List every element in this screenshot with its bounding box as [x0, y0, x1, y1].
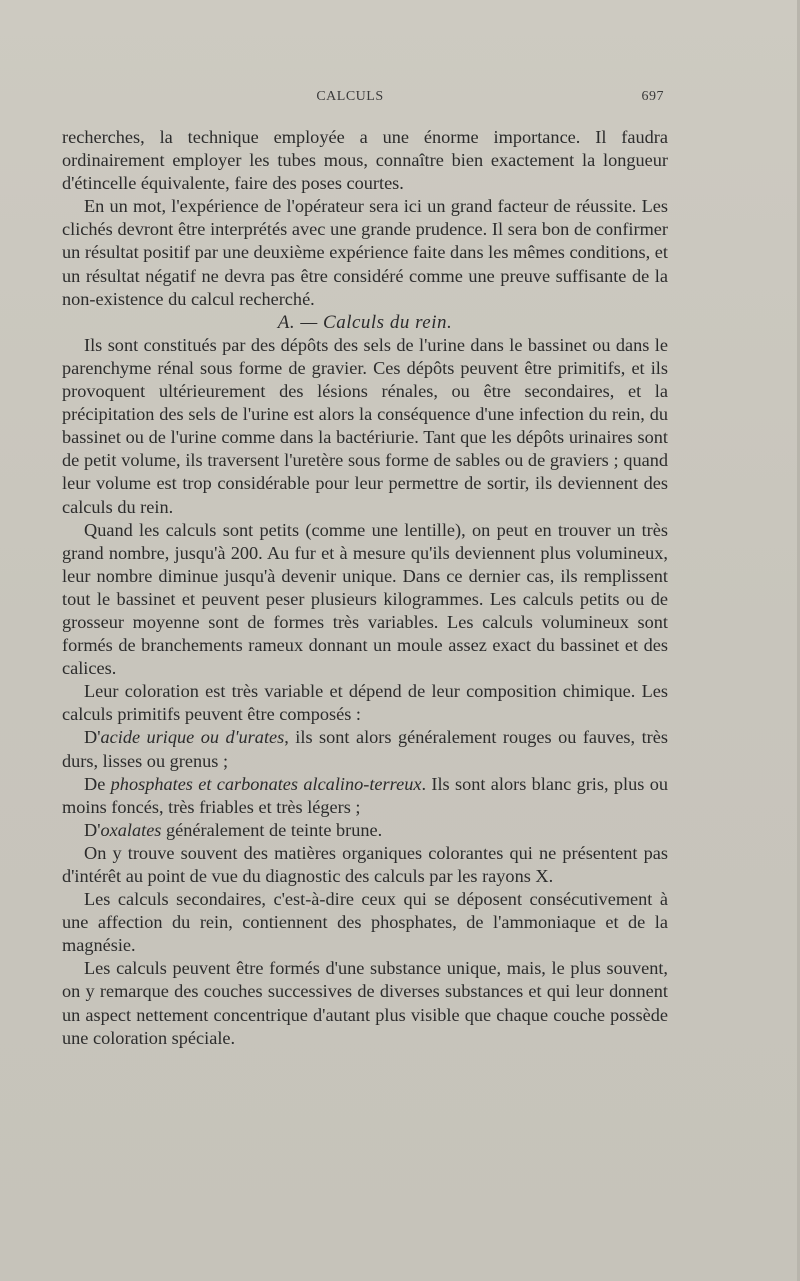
- p6-prefix: D': [84, 727, 101, 748]
- p7-italic: phosphates et carbonates alcalino-terreux: [110, 773, 422, 794]
- paragraph-5: Leur coloration est très variable et dépend de leur composition chimique. Les calculs primitifs peuvent être composés :: [62, 681, 668, 725]
- running-title: CALCULS: [316, 89, 384, 104]
- page-number: 697: [641, 89, 664, 104]
- main-text: [62, 126, 668, 1050]
- running-header: [0, 89, 800, 109]
- paragraph-9: On y trouve souvent des matières organiques colorantes qui ne présentent pas d'intérêt au point de vue du diagnostic des calculs par les rayons X.: [62, 842, 668, 886]
- paragraph-2: En un mot, l'expérience de l'opérateur sera ici un grand facteur de réussite. Les clichés devront être interprétés avec une grande prudence. Il sera bon de confirmer un résultat positif par une deuxième expérience faite dans les mêmes conditions, et un résultat négatif ne devra pas être considéré comme une preuve suffisante de la non-existence du calcul recherché.: [62, 196, 668, 309]
- p7-prefix: De: [84, 773, 111, 794]
- p8-italic: oxalates: [100, 819, 162, 840]
- section-heading: A. — Calculs du rein.: [277, 311, 453, 333]
- paragraph-11: Les calculs peuvent être formés d'une substance unique, mais, le plus souvent, on y remarque des couches successives de diverses substances et qui leur donnent un aspect nettement concentrique d'autant plus visible que chaque couche possède une coloration spéciale.: [62, 958, 668, 1048]
- p6-rest: , ils sont alors généralement rouges ou fauves, très durs, lisses ou grenus ;: [62, 727, 668, 771]
- paragraph-1: recherches, la technique employée a une énorme importance. Il faudra ordinairement employer les tubes mous, connaître bien exactement la longueur d'étincelle équivalente, faire des poses courtes.: [62, 127, 668, 194]
- p8-prefix: D': [84, 819, 101, 840]
- paragraph-7: [62, 773, 668, 819]
- p7-rest: . Ils sont alors blanc gris, plus ou moins foncés, très friables et très légers ;: [62, 773, 668, 817]
- paragraph-8: [62, 819, 668, 842]
- p8-rest: généralement de teinte brune.: [161, 819, 383, 840]
- paragraph-10: Les calculs secondaires, c'est-à-dire ceux qui se déposent consécutivement à une affection du rein, contiennent des phosphates, de l'ammoniaque et de la magnésie.: [62, 889, 668, 956]
- paragraph-6: [62, 726, 668, 772]
- p6-italic: acide urique ou d'urates: [100, 727, 285, 748]
- paragraph-3: Ils sont constitués par des dépôts des sels de l'urine dans le bassinet ou dans le parenchyme rénal sous forme de gravier. Ces dépôts peuvent être primitifs, et ils provoquent ultérieurement des lésions rénales, ou être secondaires, et la précipitation des sels de l'urine est alors la conséquence d'une infection du rein, du bassinet ou de l'urine comme dans la bactériurie. Tant que les dépôts urinaires sont de petit volume, ils traversent l'uretère sous forme de sables ou de graviers ; quand leur volume est trop considérable pour leur permettre de sortir, ils deviennent des calculs du rein.: [62, 334, 668, 517]
- paragraph-4: Quand les calculs sont petits (comme une lentille), on peut en trouver un très grand nombre, jusqu'à 200. Au fur et à mesure qu'ils deviennent plus volumineux, leur nombre diminue jusqu'à devenir unique. Dans ce dernier cas, ils remplissent tout le bassinet et peuvent peser plusieurs kilogrammes. Les calculs petits ou de grosseur moyenne sont de formes très variables. Les calculs volumineux sont formés de branchements rameux donnant un moule assez exact du bassinet et des calices.: [62, 519, 668, 679]
